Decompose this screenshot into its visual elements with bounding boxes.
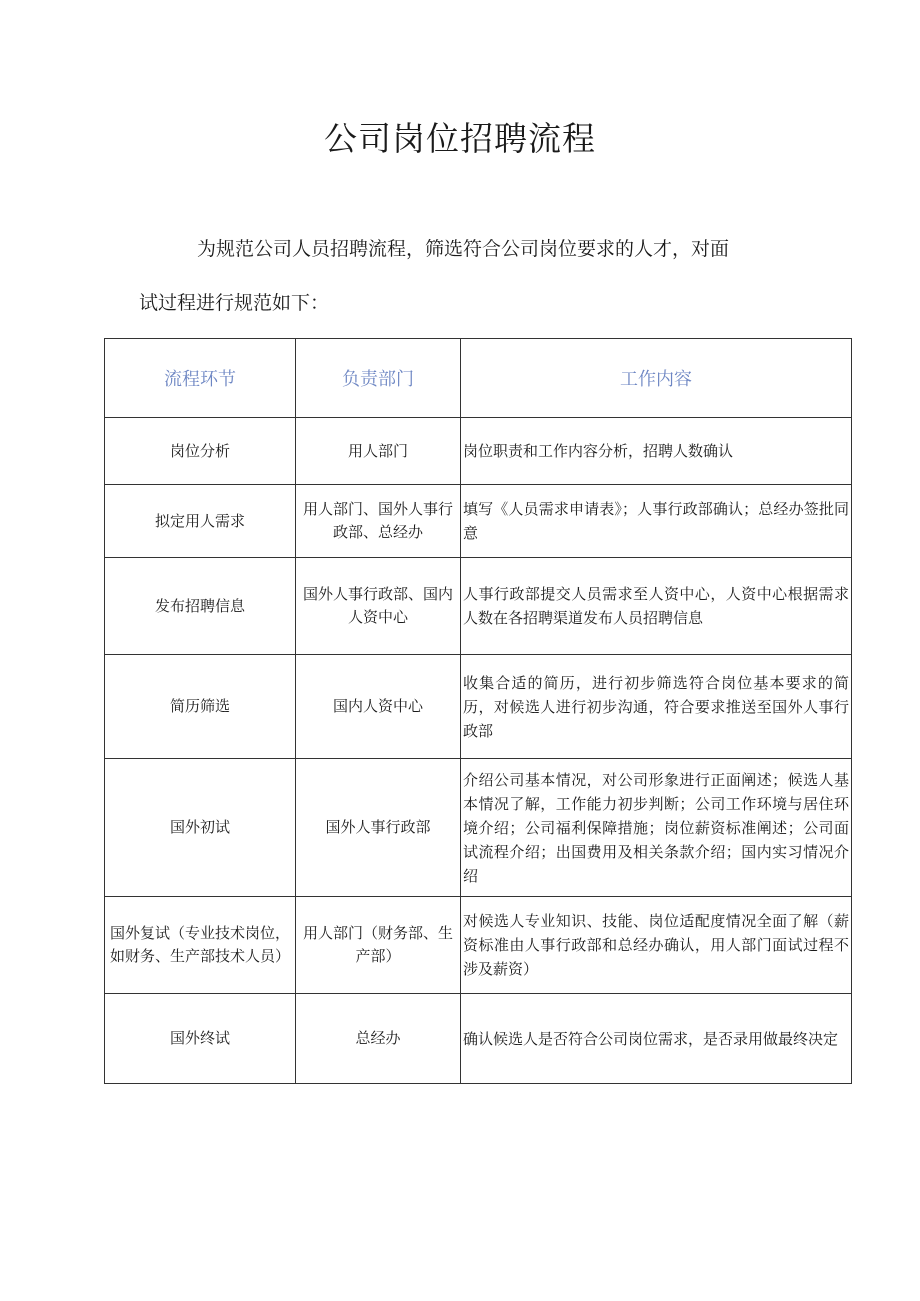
intro-line-1: 为规范公司人员招聘流程，筛选符合公司岗位要求的人才，对面: [197, 238, 730, 260]
header-dept: 负责部门: [296, 339, 461, 418]
cell-work: 填写《人员需求申请表》；人事行政部确认；总经办签批同意: [461, 485, 852, 558]
intro-paragraph: [139, 222, 799, 330]
cell-step: 国外终试: [105, 994, 296, 1084]
table-row: [105, 897, 852, 994]
table-row: [105, 485, 852, 558]
cell-work: 对候选人专业知识、技能、岗位适配度情况全面了解（薪资标准由人事行政部和总经办确认，用人部门面试过程不涉及薪资）: [461, 897, 852, 994]
cell-work: 人事行政部提交人员需求至人资中心，人资中心根据需求人数在各招聘渠道发布人员招聘信息: [461, 558, 852, 655]
cell-work: 介绍公司基本情况，对公司形象进行正面阐述；候选人基本情况了解，工作能力初步判断；公司工作环境与居住环境介绍；公司福利保障措施；岗位薪资标准阐述；公司面试流程介绍；出国费用及相关条款介绍；国内实习情况介绍: [461, 759, 852, 897]
header-step: 流程环节: [105, 339, 296, 418]
cell-step: 拟定用人需求: [105, 485, 296, 558]
cell-dept: 国外人事行政部、国内人资中心: [296, 558, 461, 655]
table-row: [105, 759, 852, 897]
table-header-row: [105, 339, 852, 418]
cell-dept: 用人部门: [296, 418, 461, 485]
cell-step: 国外初试: [105, 759, 296, 897]
table-row: [105, 418, 852, 485]
table-row: [105, 558, 852, 655]
header-work: 工作内容: [461, 339, 852, 418]
recruitment-flow-table: [104, 338, 852, 1084]
table-row: [105, 655, 852, 759]
cell-dept: 国内人资中心: [296, 655, 461, 759]
cell-work: 收集合适的简历，进行初步筛选符合岗位基本要求的简历，对候选人进行初步沟通，符合要求推送至国外人事行政部: [461, 655, 852, 759]
intro-line-2: 试过程进行规范如下：: [139, 292, 330, 314]
cell-dept: 用人部门（财务部、生产部）: [296, 897, 461, 994]
cell-step: 岗位分析: [105, 418, 296, 485]
cell-dept: 国外人事行政部: [296, 759, 461, 897]
page-title: 公司岗位招聘流程: [324, 119, 596, 158]
cell-work: 确认候选人是否符合公司岗位需求，是否录用做最终决定: [461, 994, 852, 1084]
cell-step: 简历筛选: [105, 655, 296, 759]
cell-step: 发布招聘信息: [105, 558, 296, 655]
cell-step: 国外复试（专业技术岗位，如财务、生产部技术人员）: [105, 897, 296, 994]
cell-dept: 总经办: [296, 994, 461, 1084]
cell-dept: 用人部门、国外人事行政部、总经办: [296, 485, 461, 558]
cell-work: 岗位职责和工作内容分析，招聘人数确认: [461, 418, 852, 485]
table-row: [105, 994, 852, 1084]
